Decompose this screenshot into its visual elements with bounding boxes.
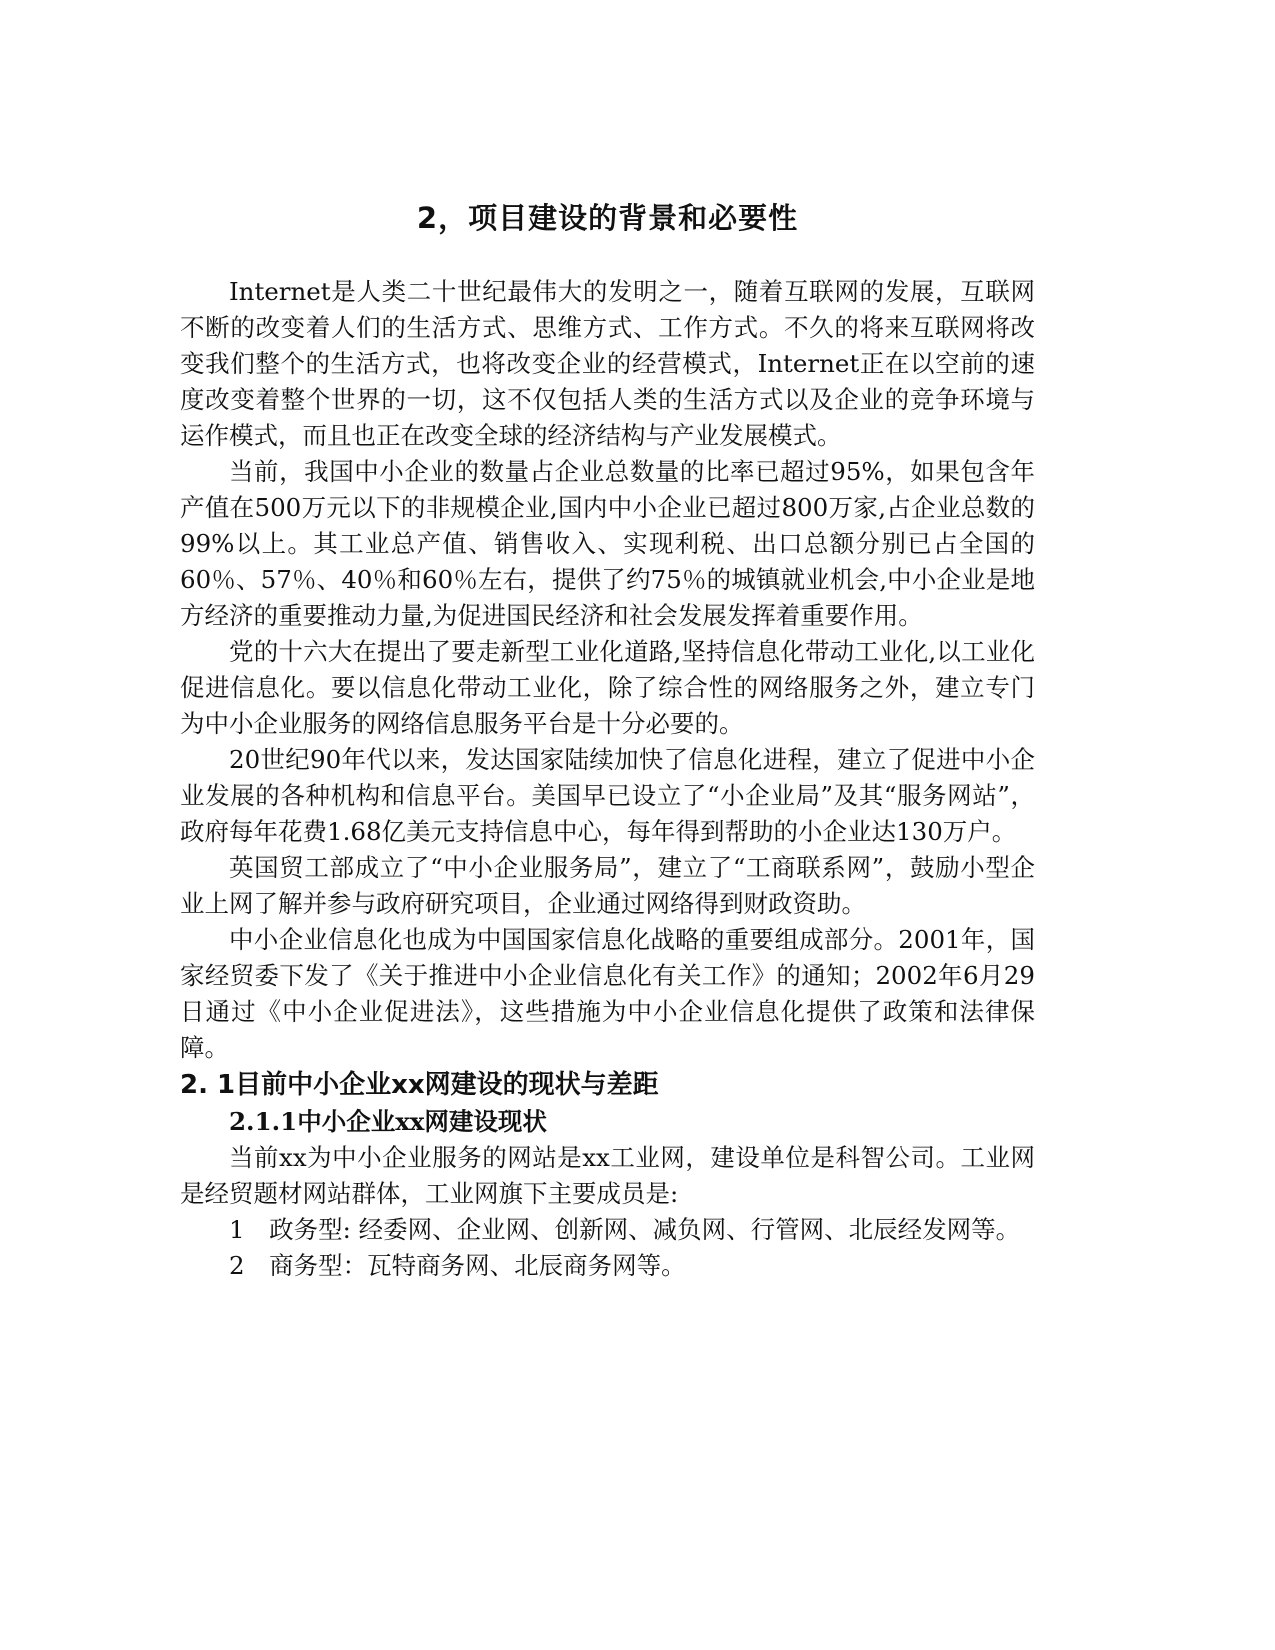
paragraph-uk: 英国贸工部成立了“中小企业服务局”，建立了“工商联系网”，鼓励小型企业上网了解并参与政府研究项目，企业通过网络得到财政资助。 [180, 853, 1035, 918]
paragraph-sme-statistics: 当前，我国中小企业的数量占企业总数量的比率已超过95%，如果包含年产值在500万元以下的非规模企业,国内中小企业已超过800万家,占企业总数的99%以上。其工业总产值、销售收入、实现利税、出口总额分别已占全国的60％、57％、40％和60％左右，提供了约75％的城镇就业机会,中小企业是地方经济的重要推动力量,为促进国民经济和社会发展发挥着重要作用。 [180, 457, 1035, 630]
section-heading-2-1: 2. 1目前中小企业xx网建设的现状与差距 [180, 1070, 659, 1100]
paragraph-party-congress: 党的十六大在提出了要走新型工业化道路,坚持信息化带动工业化,以工业化促进信息化。要以信息化带动工业化，除了综合性的网络服务之外，建立专门为中小企业服务的网络信息服务平台是十分必要的。 [180, 637, 1035, 738]
list-item-commerce: 2 商务型：瓦特商务网、北辰商务网等。 [229, 1251, 686, 1280]
paragraph-china-strategy: 中小企业信息化也成为中国国家信息化战略的重要组成部分。2001年，国家经贸委下发了《关于推进中小企业信息化有关工作》的通知；2002年6月29日通过《中小企业促进法》，这些措施为中小企业信息化提供了政策和法律保障。 [180, 925, 1035, 1062]
paragraph-developed-countries: 20世纪90年代以来，发达国家陆续加快了信息化进程，建立了促进中小企业发展的各种机构和信息平台。美国早已设立了“小企业局”及其“服务网站”，政府每年花费1.68亿美元支持信息中心，每年得到帮助的小企业达130万户。 [180, 745, 1035, 846]
list-item-government: 1 政务型: 经委网、企业网、创新网、减负网、行管网、北辰经发网等。 [229, 1215, 1021, 1244]
subsection-heading-2-1-1: 2.1.1中小企业xx网建设现状 [229, 1107, 547, 1136]
paragraph-internet: Internet是人类二十世纪最伟大的发明之一，随着互联网的发展，互联网不断的改变着人们的生活方式、思维方式、工作方式。不久的将来互联网将改变我们整个的生活方式，也将改变企业的经营模式，Internet正在以空前的速度改变着整个世界的一切，这不仅包括人类的生活方式以及企业的竞争环境与运作模式，而且也正在改变全球的经济结构与产业发展模式。 [180, 277, 1035, 450]
paragraph-current-site: 当前xx为中小企业服务的网站是xx工业网，建设单位是科智公司。工业网是经贸题材网站群体，工业网旗下主要成员是: [180, 1143, 1035, 1208]
document-page [180, 196, 1035, 1284]
document-title: 2，项目建设的背景和必要性 [416, 201, 799, 235]
